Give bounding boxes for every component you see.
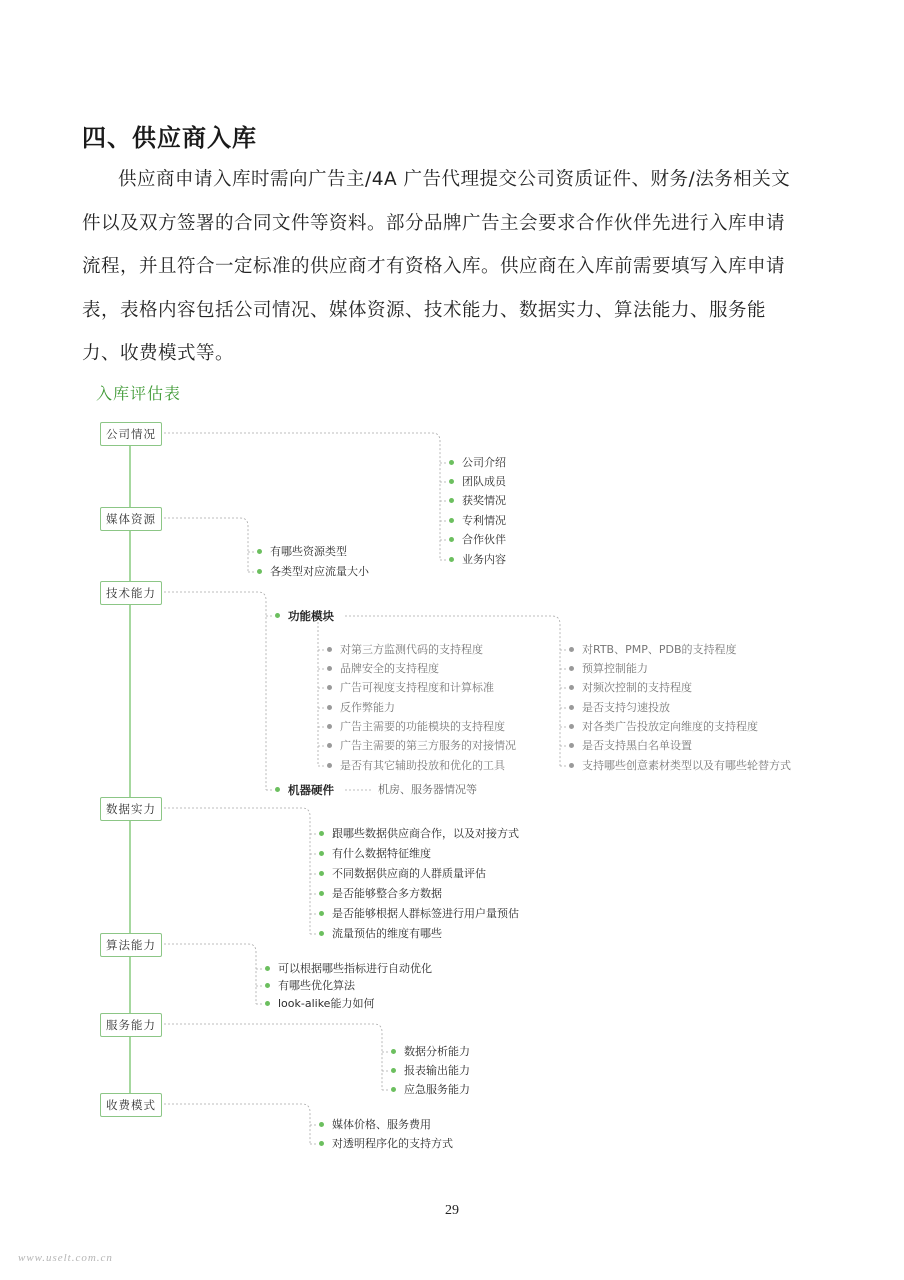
bullet-icon [265, 966, 270, 971]
sub-label-hardware: 机器硬件 [275, 783, 334, 797]
bullet-icon [569, 666, 574, 671]
bullet-icon [265, 1001, 270, 1006]
bullet-icon [569, 705, 574, 710]
bullet-icon [319, 871, 324, 876]
category-box-media: 媒体资源 [100, 507, 162, 531]
list-item: 预算控制能力 [569, 662, 648, 676]
list-item: 有哪些优化算法 [265, 979, 355, 993]
paragraph-line: 表，表格内容包括公司情况、媒体资源、技术能力、数据实力、算法能力、服务能 [82, 299, 767, 321]
category-box-tech: 技术能力 [100, 581, 162, 605]
list-item: 对频次控制的支持程度 [569, 681, 692, 695]
paragraph-line: 供应商申请入库时需向广告主/4A 广告代理提交公司资质证件、财务/法务相关文 [118, 169, 791, 190]
bullet-icon [327, 647, 332, 652]
category-box-company: 公司情况 [100, 422, 162, 446]
list-item: 对RTB、PMP、PDB的支持程度 [569, 643, 737, 657]
bullet-icon [327, 666, 332, 671]
bullet-icon [275, 787, 280, 792]
bullet-icon [327, 763, 332, 768]
list-item: 是否能够根据人群标签进行用户量预估 [319, 907, 519, 921]
connector-algorithm [160, 944, 256, 1004]
list-item: 跟哪些数据供应商合作，以及对接方式 [319, 827, 519, 841]
bullet-icon [449, 460, 454, 465]
bullet-icon [569, 743, 574, 748]
category-box-algorithm: 算法能力 [100, 933, 162, 957]
list-item: 支持哪些创意素材类型以及有哪些轮替方式 [569, 759, 791, 773]
list-item: 品牌安全的支持程度 [327, 662, 439, 676]
diagram-title: 入库评估表 [96, 384, 182, 403]
list-item: 广告主需要的功能模块的支持程度 [327, 720, 505, 734]
connector-pricing [160, 1104, 310, 1144]
connector-company [160, 433, 440, 560]
bullet-icon [319, 891, 324, 896]
list-item: 媒体价格、服务费用 [319, 1118, 431, 1132]
sub-label-function-module: 功能模块 [275, 609, 334, 623]
bullet-icon [449, 537, 454, 542]
list-item: 是否能够整合多方数据 [319, 887, 442, 901]
list-item: 对各类广告投放定向维度的支持程度 [569, 720, 758, 734]
connector-data [160, 808, 310, 934]
list-item: 是否有其它辅助投放和优化的工具 [327, 759, 505, 773]
list-item: 公司介绍 [449, 456, 506, 470]
list-item: 各类型对应流量大小 [257, 565, 369, 579]
bullet-icon [257, 569, 262, 574]
bullet-icon [327, 685, 332, 690]
category-box-pricing: 收费模式 [100, 1093, 162, 1117]
bullet-icon [257, 549, 262, 554]
bullet-icon [327, 705, 332, 710]
watermark: www.uselt.com.cn [18, 1252, 113, 1264]
list-item: 有哪些资源类型 [257, 545, 347, 559]
list-item: 可以根据哪些指标进行自动优化 [265, 962, 432, 976]
list-item: 报表输出能力 [391, 1064, 470, 1078]
list-item: 广告主需要的第三方服务的对接情况 [327, 739, 516, 753]
list-item: 数据分析能力 [391, 1045, 470, 1059]
bullet-icon [449, 518, 454, 523]
list-item: 合作伙伴 [449, 533, 506, 547]
list-item: 获奖情况 [449, 494, 506, 508]
list-item: 业务内容 [449, 553, 506, 567]
list-item: 应急服务能力 [391, 1083, 470, 1097]
bullet-icon [319, 931, 324, 936]
page-number: 29 [445, 1203, 459, 1218]
bullet-icon [569, 685, 574, 690]
bullet-icon [449, 498, 454, 503]
bullet-icon [569, 724, 574, 729]
bullet-icon [265, 983, 270, 988]
bullet-icon [319, 1122, 324, 1127]
list-item: 广告可视度支持程度和计算标准 [327, 681, 494, 695]
section-heading: 四、供应商入库 [82, 124, 257, 152]
bullet-icon [319, 851, 324, 856]
list-item: 团队成员 [449, 475, 506, 489]
list-item: look-alike能力如何 [265, 997, 374, 1011]
bullet-icon [327, 724, 332, 729]
bullet-icon [569, 647, 574, 652]
list-item: 流量预估的维度有哪些 [319, 927, 442, 941]
hardware-note: 机房、服务器情况等 [378, 783, 477, 796]
list-item: 不同数据供应商的人群质量评估 [319, 867, 486, 881]
list-item: 对第三方监测代码的支持程度 [327, 643, 483, 657]
list-item: 对透明程序化的支持方式 [319, 1137, 453, 1151]
category-box-data: 数据实力 [100, 797, 162, 821]
connector-tech [160, 592, 266, 790]
bullet-icon [275, 613, 280, 618]
paragraph-line: 流程，并且符合一定标准的供应商才有资格入库。供应商在入库前需要填写入库申请 [82, 256, 786, 277]
bullet-icon [569, 763, 574, 768]
list-item: 反作弊能力 [327, 701, 395, 715]
bullet-icon [449, 557, 454, 562]
paragraph-line: 力、收费模式等。 [82, 343, 235, 364]
bullet-icon [319, 1141, 324, 1146]
bullet-icon [391, 1087, 396, 1092]
list-item: 是否支持黑白名单设置 [569, 739, 692, 753]
connector-service [160, 1024, 382, 1090]
connector-media [160, 518, 248, 572]
category-box-service: 服务能力 [100, 1013, 162, 1037]
bullet-icon [327, 743, 332, 748]
bullet-icon [391, 1049, 396, 1054]
list-item: 有什么数据特征维度 [319, 847, 431, 861]
paragraph-line: 件以及双方签署的合同文件等资料。部分品牌广告主会要求合作伙伴先进行入库申请 [82, 212, 786, 234]
bullet-icon [319, 911, 324, 916]
bullet-icon [449, 479, 454, 484]
bullet-icon [391, 1068, 396, 1073]
list-item: 是否支持匀速投放 [569, 701, 670, 715]
list-item: 专利情况 [449, 514, 506, 528]
bullet-icon [319, 831, 324, 836]
